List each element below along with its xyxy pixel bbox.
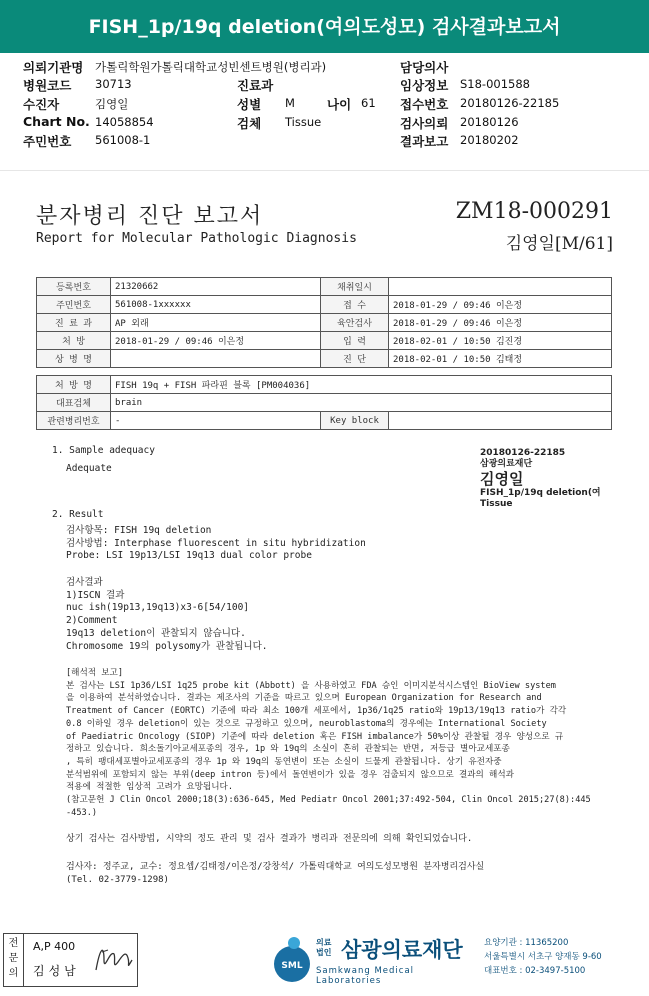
report-title: FISH_1p/19q deletion(여의도성모) 검사결과보고서 <box>88 15 561 38</box>
age-label: 나이 <box>327 97 352 112</box>
interpretation-line: 적용에 적절한 임상적 고려가 요망됩니다. <box>66 782 233 793</box>
examiner-line: 검사자: 정주교, 교수: 정요셉/김태정/이은정/강창석/ 가톨릭대학교 여의도성모병원 분자병리검사실 <box>66 862 485 872</box>
specimen-value: Tissue <box>285 115 322 129</box>
report-title-korean: 분자병리 진단 보고서 <box>36 204 264 229</box>
result-line: 검사항목: FISH 19q deletion <box>66 525 212 536</box>
title-underline <box>0 50 649 53</box>
clinical-label: 임상정보 <box>400 78 449 93</box>
table-row <box>37 350 612 368</box>
hospital-code-label: 병원코드 <box>23 78 72 93</box>
report-info-table <box>36 277 612 368</box>
request-value: 20180126 <box>460 115 519 129</box>
sex-value: M <box>285 96 295 110</box>
table-row <box>37 278 612 296</box>
institution-row <box>23 58 327 76</box>
request-label: 검사의뢰 <box>400 116 449 131</box>
findings-line: 19q13 deletion이 관찰되지 않습니다. <box>66 627 246 639</box>
receipt-label: 접수번호 <box>400 97 449 112</box>
interpretation-block <box>66 667 591 819</box>
table-row <box>37 394 612 412</box>
doctor-label: 담당의사 <box>400 60 449 75</box>
table-cell: 진 료 과 <box>37 314 111 332</box>
table-cell: 21320662 <box>111 278 321 296</box>
interpretation-line: -453.) <box>66 807 98 818</box>
chart-value: 14058854 <box>95 115 154 129</box>
findings-line: nuc ish(19p13,19q13)x3-6[54/100] <box>66 602 250 614</box>
dept-label: 진료과 <box>237 78 274 93</box>
interpretation-line: Treatment of Cancer (EORTC) 기준에 따라 최소 100개 세포에서, 1p36/1q25 ratio와 19p13/19q13 ratio가 각각 <box>66 706 567 717</box>
table-row <box>37 332 612 350</box>
report-patient: 김영일[M/61] <box>505 234 613 254</box>
table-cell: 접 수 <box>321 296 389 314</box>
interpretation-line: 정하고 있습니다. 희소돌기아교세포종의 경우, 1p 와 19q의 소실이 흔히 관찰되는 반면, 저등급 별아교세포종 <box>66 744 510 755</box>
hospital-code-row <box>23 76 132 94</box>
table-cell: 관련병리번호 <box>37 412 111 430</box>
report-number: ZM18-000291 <box>455 199 613 224</box>
interpretation-line: [해석적 보고] <box>66 668 124 678</box>
specialist-signature-box <box>3 933 138 987</box>
resident-row <box>23 132 151 150</box>
resident-label: 주민번호 <box>23 134 72 149</box>
result-value: 20180202 <box>460 133 519 147</box>
patient-row <box>23 95 129 113</box>
lab-logo-icon <box>272 934 312 984</box>
result-line: 검사방법: Interphase fluorescent in situ hybridization <box>66 537 366 549</box>
patient-value: 김영일 <box>95 97 129 111</box>
table-cell: 채취일시 <box>321 278 389 296</box>
table-cell: 2018-02-01 / 10:50 김태정 <box>389 350 612 368</box>
stamp-patient: 김영일 <box>480 470 524 488</box>
specimen-stamp <box>480 448 601 510</box>
table-cell: Key block <box>321 412 389 430</box>
table-cell: 입 력 <box>321 332 389 350</box>
resident-value: 561008-1 <box>95 133 151 147</box>
interpretation-line: 분석범위에 포함되지 않는 부위(deep intron 등)에서 돌연변이가 있을 경우 검출되지 않으므로 결과의 해석과 <box>66 769 514 780</box>
clinical-value: S18-001588 <box>460 77 530 91</box>
table-row <box>37 376 612 394</box>
table-cell: 처 방 <box>37 332 111 350</box>
table-cell: 처 방 명 <box>37 376 111 394</box>
table-cell: brain <box>111 394 612 412</box>
lab-provider-code: 요양기관 : 11365200 <box>484 938 569 948</box>
examiner-line: (Tel. 02-3779-1298) <box>66 874 169 885</box>
chart-label: Chart No. <box>23 114 90 129</box>
report-title-bar <box>0 0 649 50</box>
table-cell: 2018-01-29 / 09:46 이은정 <box>389 314 612 332</box>
specimen-row <box>237 114 322 132</box>
interpretation-line: 본 검사는 LSI 1p36/LSI 1q25 probe kit (Abbott) 을 사용하였고 FDA 승인 이미지분석시스템인 BioView system <box>66 680 556 691</box>
lab-phone: 대표번호 : 02-3497-5100 <box>484 966 586 976</box>
interpretation-line: 0.8 이하일 경우 deletion이 있는 것으로 규정하고 있으며, neuroblastoma의 경우에는 International Society <box>66 718 547 729</box>
table-cell: 561008-1xxxxxx <box>111 296 321 314</box>
table-cell: 상 병 명 <box>37 350 111 368</box>
table-cell: 2018-01-29 / 09:46 이은정 <box>389 296 612 314</box>
signature-scribble-icon <box>92 940 134 980</box>
findings-line: 검사결과 <box>66 577 103 588</box>
stamp-receipt: 20180126-22185 <box>480 448 566 458</box>
specialist-label-text: 전문의 <box>8 938 19 979</box>
table-row <box>37 412 612 430</box>
request-row <box>400 114 519 132</box>
interpretation-line: (참고문헌 J Clin Oncol 2000;18(3):636-645, Med Pediatr Oncol 2001;37:492-504, Clin Oncol 2015;27(8):445 <box>66 795 591 806</box>
logo-prefix <box>316 938 336 958</box>
report-title-english: Report for Molecular Pathologic Diagnosis <box>36 231 357 246</box>
specimen-label: 검체 <box>237 116 262 131</box>
lab-address: 서울특별시 서초구 양재동 9-60 <box>484 952 602 962</box>
lab-logo-mark: SML <box>281 961 303 971</box>
table-cell <box>389 412 612 430</box>
age-row <box>327 95 376 113</box>
findings-line: 1)ISCN 결과 <box>66 589 125 601</box>
table-cell: 진 단 <box>321 350 389 368</box>
receipt-value: 20180126-22185 <box>460 96 560 110</box>
table-cell: 등록번호 <box>37 278 111 296</box>
scanned-report <box>0 170 649 930</box>
chart-row <box>23 114 154 129</box>
findings-line: Chromosome 19의 polysomy가 관찰됩니다. <box>66 640 268 652</box>
receipt-row <box>400 95 560 113</box>
table-cell: 2018-02-01 / 10:50 김진경 <box>389 332 612 350</box>
interpretation-line: , 특히 팽대세포별아교세포종의 경우 1p 와 19q의 동연변이 또는 소실이 드물게 관찰됩니다. 상기 유전자중 <box>66 756 502 767</box>
result-line: Probe: LSI 19p13/LSI 19q13 dual color probe <box>66 550 312 562</box>
table-cell: 2018-01-29 / 09:46 이은정 <box>111 332 321 350</box>
sex-label: 성별 <box>237 97 262 112</box>
hospital-code-value: 30713 <box>95 77 132 91</box>
interpretation-line: 을 이용하여 분석하였습니다. 결과는 제조사의 기준을 따르고 있으며 European Organization for Research and <box>66 693 542 704</box>
patient-label: 수진자 <box>23 97 60 112</box>
table-cell: - <box>111 412 321 430</box>
sample-adequacy-value: Adequate <box>66 463 112 474</box>
order-table <box>36 375 612 430</box>
doctor-row <box>400 58 448 76</box>
logo-name: 삼광의료재단 <box>341 938 463 962</box>
stamp-institution: 삼광의료재단 <box>480 459 533 469</box>
stamp-test: FISH_1p/19q deletion(여 <box>480 488 601 498</box>
stamp-specimen: Tissue <box>480 499 513 509</box>
findings-line: 2)Comment <box>66 615 118 627</box>
lab-logo <box>272 932 482 988</box>
specialist-label <box>4 934 24 986</box>
sample-adequacy-heading: 1. Sample adequacy <box>52 445 155 456</box>
clinical-row <box>400 76 530 94</box>
table-row <box>37 296 612 314</box>
result-row <box>400 132 519 150</box>
findings-block <box>66 577 268 653</box>
table-cell: AP 외래 <box>111 314 321 332</box>
examiner-block <box>66 861 484 886</box>
table-cell: 대표검체 <box>37 394 111 412</box>
table-cell: FISH 19q + FISH 파라핀 블록 [PM004036] <box>111 376 612 394</box>
ap-code: A,P 400 <box>33 940 76 953</box>
institution-value: 가톨릭학원가톨릭대학교성빈센트병원(병리과) <box>95 60 327 74</box>
institution-label: 의뢰기관명 <box>23 60 84 75</box>
dept-row <box>237 76 273 94</box>
table-cell <box>389 278 612 296</box>
signer-name: 김성남 <box>33 964 80 978</box>
table-cell <box>111 350 321 368</box>
sex-row <box>237 95 295 113</box>
table-row <box>37 314 612 332</box>
confirmation-text: 상기 검사는 검사방법, 시약의 정도 관리 및 검사 결과가 병리과 전문의에 의해 확인되었습니다. <box>66 834 473 844</box>
table-cell: 주민번호 <box>37 296 111 314</box>
lab-contact <box>484 936 602 978</box>
table-cell: 육안검사 <box>321 314 389 332</box>
interpretation-line: of Paediatric Oncology (SIOP) 기준에 따라 deletion 혹은 FISH imbalance가 50%이상 관찰될 경우 양성으로 규 <box>66 731 564 742</box>
result-label: 결과보고 <box>400 134 449 149</box>
age-value: 61 <box>361 96 376 110</box>
logo-prefix-text: 의료 법인 <box>316 938 332 957</box>
result-method-block <box>66 525 366 563</box>
result-heading: 2. Result <box>52 509 104 520</box>
logo-english: Samkwang Medical Laboratories <box>316 966 415 986</box>
